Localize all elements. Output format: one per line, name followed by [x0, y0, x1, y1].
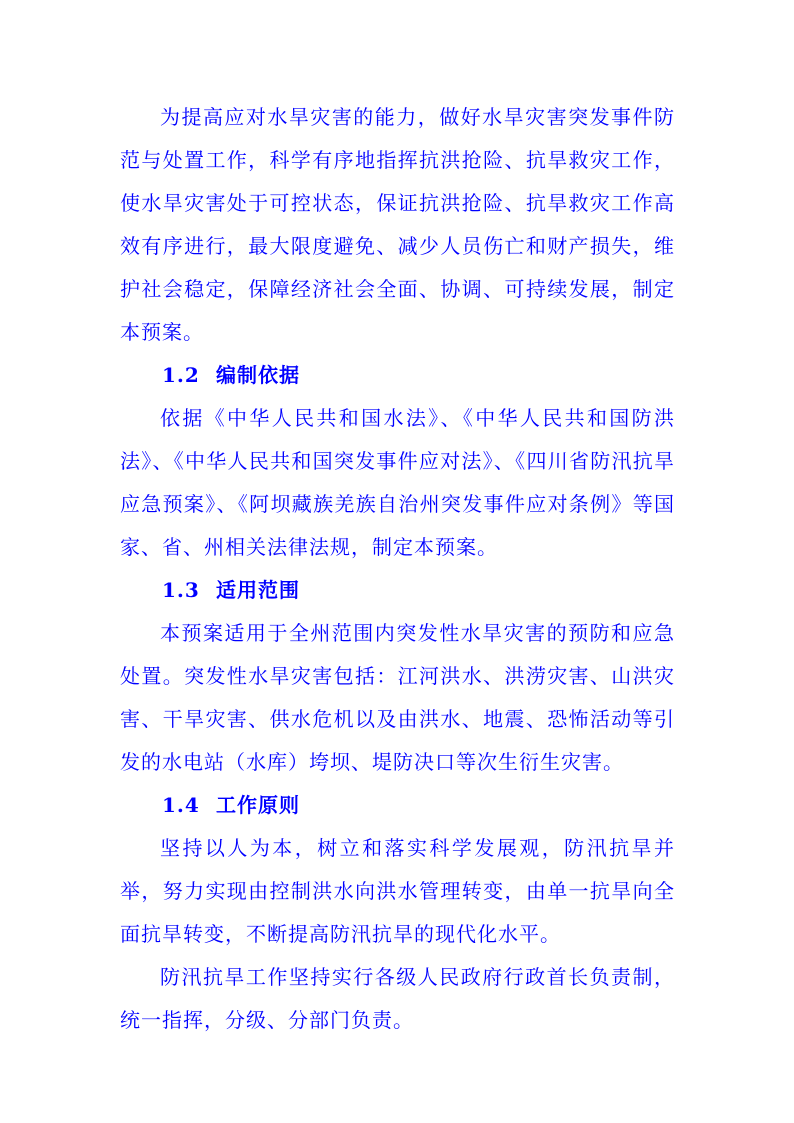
section-number: 1.3 [162, 578, 200, 602]
section-title: 编制依据 [216, 363, 300, 387]
section-number: 1.2 [162, 363, 200, 387]
section-1-3-paragraph: 本预案适用于全州范围内突发性水旱灾害的预防和应急处置。突发性水旱灾害包括：江河洪水、洪涝灾害、山洪灾害、干旱灾害、供水危机以及由洪水、地震、恐怖活动等引发的水电站（水库）垮坝、堤防决口等次生衍生灾害。 [120, 621, 675, 774]
section-1-4-paragraph-2: 防汛抗旱工作坚持实行各级人民政府行政首长负责制，统一指挥，分级、分部门负责。 [120, 965, 675, 1032]
section-1-2-paragraph: 依据《中华人民共和国水法》、《中华人民共和国防洪法》、《中华人民共和国突发事件应对法》、《四川省防汛抗旱应急预案》、《阿坝藏族羌族自治州突发事件应对条例》等国家、省、州相关法律法规，制定本预案。 [120, 406, 675, 559]
section-heading-1-4 [120, 784, 675, 827]
document-body [120, 96, 675, 1042]
section-number: 1.4 [162, 793, 200, 817]
section-heading-1-3 [120, 569, 675, 612]
section-title: 工作原则 [216, 793, 300, 817]
section-title: 适用范围 [216, 578, 300, 602]
intro-paragraph: 为提高应对水旱灾害的能力，做好水旱灾害突发事件防范与处置工作，科学有序地指挥抗洪抢险、抗旱救灾工作，使水旱灾害处于可控状态，保证抗洪抢险、抗旱救灾工作高效有序进行，最大限度避免、减少人员伤亡和财产损失，维护社会稳定，保障经济社会全面、协调、可持续发展，制定本预案。 [120, 105, 675, 344]
section-heading-1-2 [120, 354, 675, 397]
section-1-4-paragraph-1: 坚持以人为本，树立和落实科学发展观，防汛抗旱并举，努力实现由控制洪水向洪水管理转变，由单一抗旱向全面抗旱转变，不断提高防汛抗旱的现代化水平。 [120, 836, 675, 946]
